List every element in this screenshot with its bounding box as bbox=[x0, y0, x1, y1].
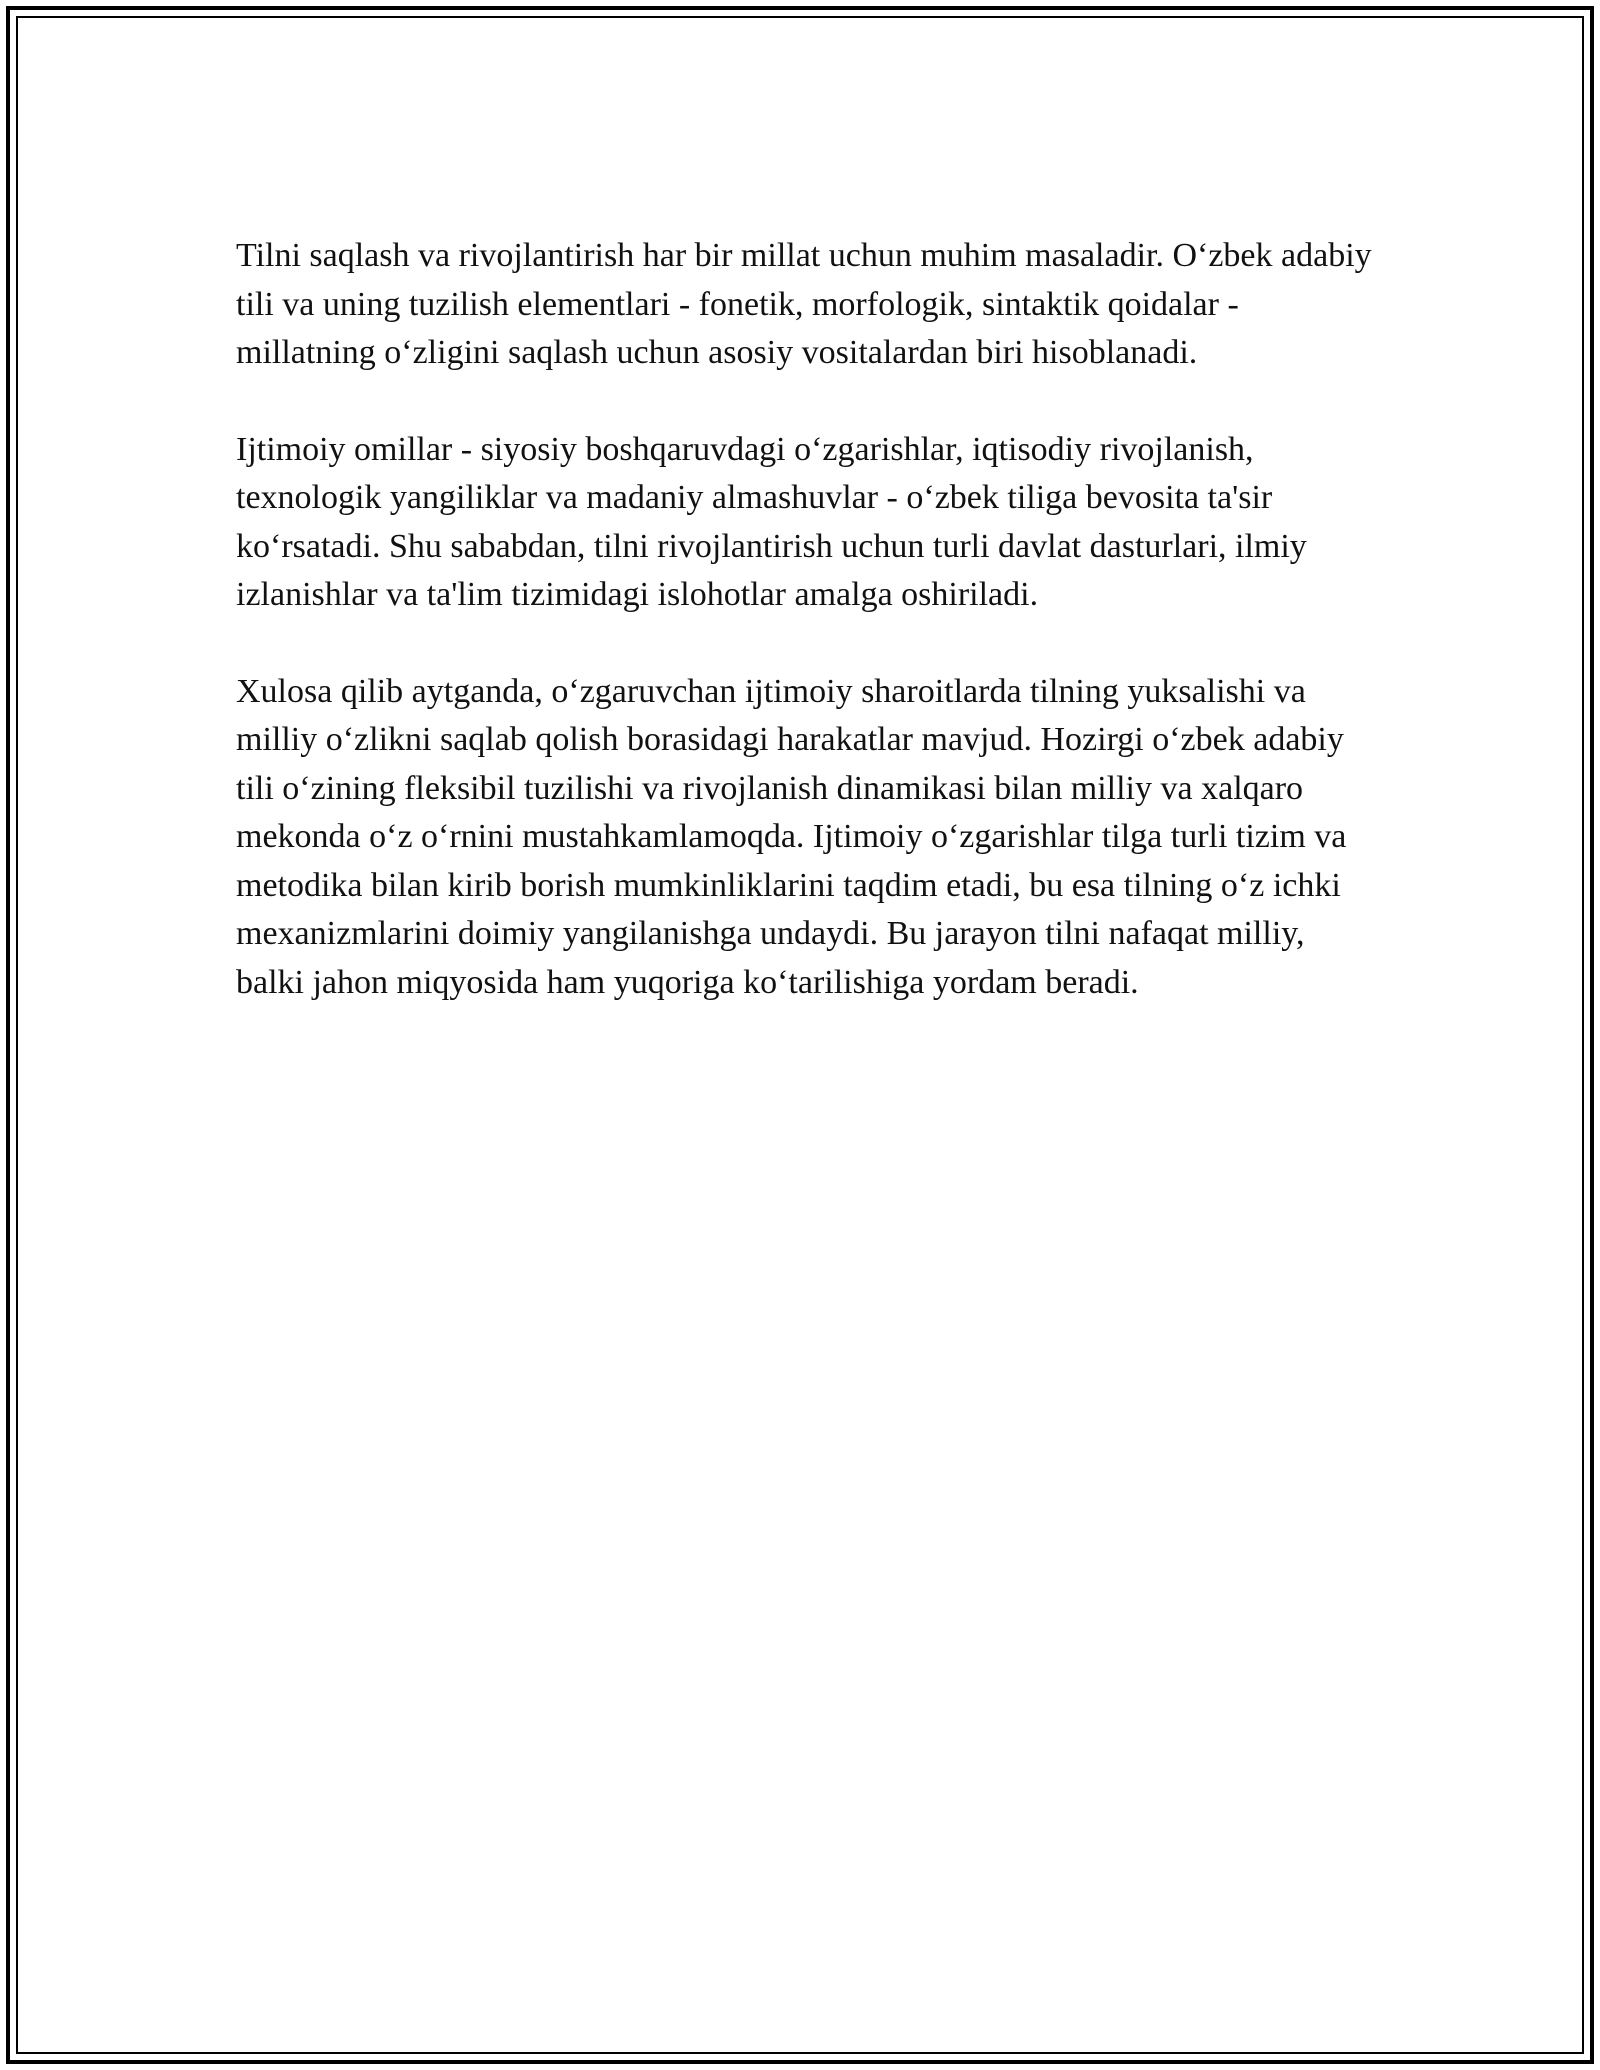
document-body bbox=[236, 232, 1376, 1055]
paragraph-1: Tilni saqlash va rivojlantirish har bir millat uchun muhim masaladir. O‘zbek adabiy tili va uning tuzilish elementlari - fonetik, morfologik, sintaktik qoidalar - millatning o‘zligini saqlash uchun asosiy vositalardan biri hisoblanadi. bbox=[236, 237, 1372, 371]
paragraph-3: Xulosa qilib aytganda, o‘zgaruvchan ijtimoiy sharoitlarda tilning yuksalishi va milliy o‘zlikni saqlab qolish borasidagi harakatlar mavjud. Hozirgi o‘zbek adabiy tili o‘zining fleksibil tuzilishi va rivojlanish dinamikasi bilan milliy va xalqaro mekonda o‘z o‘rnini mustahkamlamoqda. Ijtimoiy o‘zgarishlar tilga turli tizim va metodika bilan kirib borish mumkinliklarini taqdim etadi, bu esa tilning o‘z ichki mexanizmlarini doimiy yangilanishga undaydi. Bu jarayon tilni nafaqat milliy, balki jahon miqyosida ham yuqoriga ko‘tarilishiga yordam beradi. bbox=[236, 672, 1347, 1001]
paragraph-2: Ijtimoiy omillar - siyosiy boshqaruvdagi o‘zgarishlar, iqtisodiy rivojlanish, texnologik yangiliklar va madaniy almashuvlar - o‘zbek tiliga bevosita ta'sir ko‘rsatadi. Shu sababdan, tilni rivojlantirish uchun turli davlat dasturlari, ilmiy izlanishlar va ta'lim tizimidagi islohotlar amalga oshiriladi. bbox=[236, 430, 1307, 613]
